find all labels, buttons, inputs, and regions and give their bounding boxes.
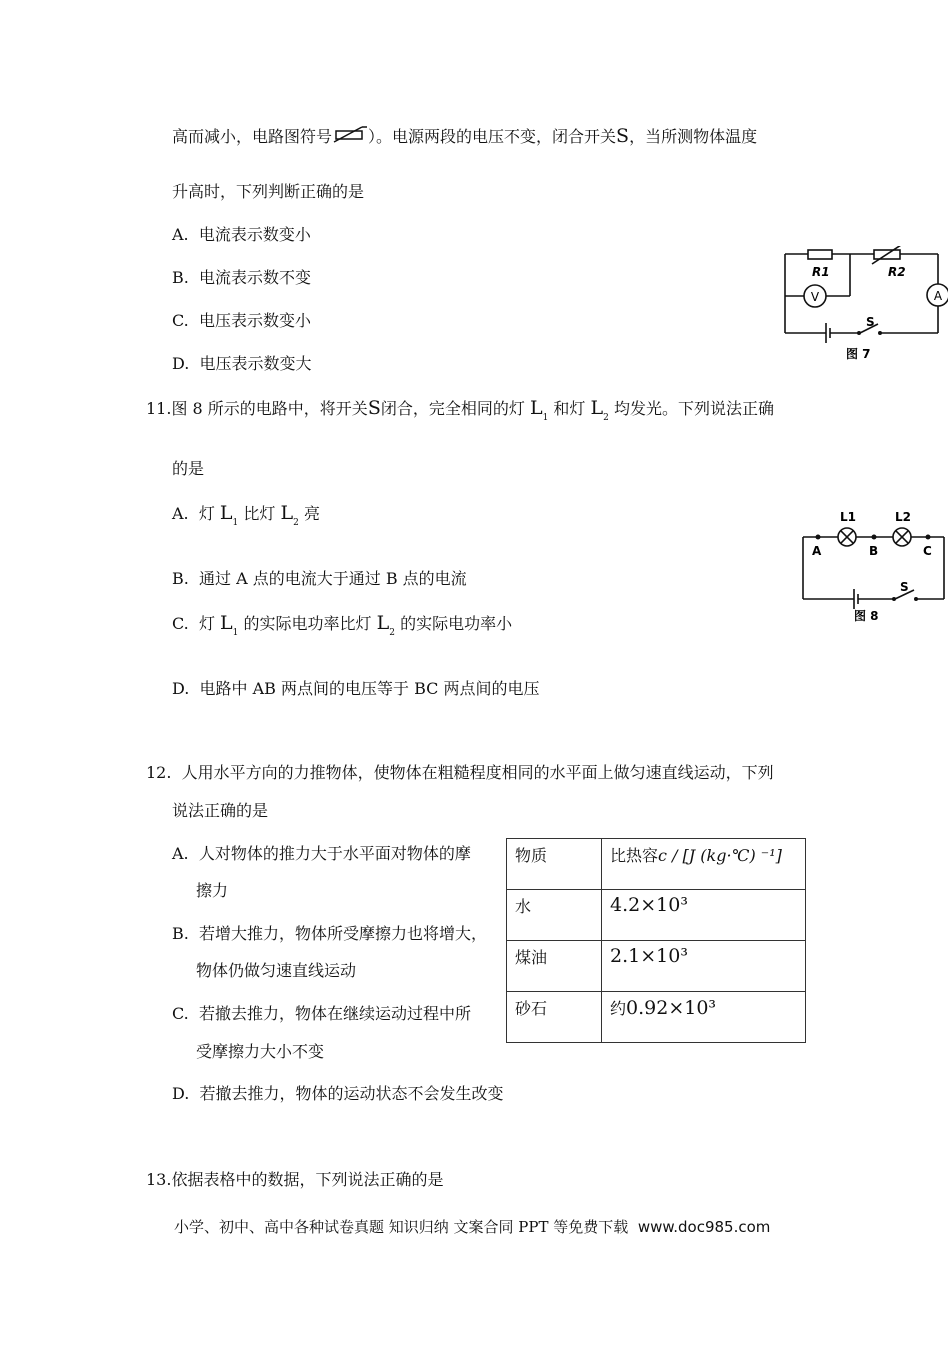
fig8-l1-label: L1 <box>840 510 856 524</box>
fig8-point-c-label: C <box>923 544 932 558</box>
table-cell-substance: 水 <box>507 890 602 941</box>
table-cell-substance: 煤油 <box>507 941 602 992</box>
option-text: 若撤去推力，物体在继续运动过程中所 <box>198 1004 471 1023</box>
q12-stem-line1 <box>146 763 774 783</box>
table-row <box>507 941 806 992</box>
table-cell-value <box>602 890 806 941</box>
option-text: 电压表示数变小 <box>198 311 311 330</box>
lamp1-subscript: 1 <box>232 628 239 638</box>
fig7-ammeter-label: A <box>933 289 943 303</box>
table-row <box>507 992 806 1043</box>
option-text: 电流表示数不变 <box>199 268 312 287</box>
option-text: 通过 A 点的电流大于通过 B 点的电流 <box>199 569 467 588</box>
lamp2-subscript: 2 <box>389 628 395 638</box>
table-cell-value <box>602 992 806 1043</box>
q10-stem-part-a: 高而减小，电路图符号 <box>172 127 333 146</box>
option-letter: B. <box>172 268 189 287</box>
option-text: 若撤去推力，物体的运动状态不会发生改变 <box>199 1084 504 1103</box>
q10-option-b <box>172 268 311 288</box>
header-unit: c / [J (kg·℃) ⁻¹] <box>658 846 782 865</box>
option-letter: C. <box>172 311 189 330</box>
q12-option-a-cont: 擦力 <box>196 881 229 900</box>
value-number: 0.92×10³ <box>626 997 717 1019</box>
option-text: 亮 <box>303 504 320 523</box>
option-text: 灯 <box>198 614 215 633</box>
option-letter: A. <box>172 225 189 244</box>
fig7-switch-label: S <box>866 315 875 329</box>
lamp2-symbol: L <box>280 502 294 524</box>
option-text: 人对物体的推力大于水平面对物体的摩 <box>198 844 471 863</box>
option-text: 比灯 <box>243 504 276 523</box>
q11-option-b <box>172 569 467 589</box>
footer-text: 小学、初中、高中各种试卷真题 知识归纳 文案合同 PPT 等免费下载 <box>174 1218 629 1236</box>
question-number: 12. <box>146 763 172 782</box>
q11-stem-part-c: 和灯 <box>553 399 586 418</box>
fig8-caption: 图 8 <box>854 609 879 623</box>
option-letter: D. <box>172 679 190 698</box>
q11-option-a <box>172 503 320 527</box>
option-letter: A. <box>172 844 189 863</box>
q11-option-c <box>172 613 512 637</box>
q12-option-b <box>172 924 487 944</box>
q12-option-c-cont: 受摩擦力大小不变 <box>196 1042 325 1061</box>
page-footer <box>174 1216 770 1237</box>
header-text: 比热容 <box>610 846 659 865</box>
q10-switch-label: S <box>616 125 630 147</box>
table-header-row <box>507 839 806 890</box>
table-row <box>507 890 806 941</box>
option-text: 电压表示数变大 <box>199 354 312 373</box>
fig7-caption: 图 7 <box>846 347 871 361</box>
question-number: 13. <box>146 1170 172 1189</box>
option-letter: B. <box>172 924 189 943</box>
q11-option-d <box>172 679 539 699</box>
q11-stem-part-b: 闭合，完全相同的灯 <box>380 399 525 418</box>
lamp1-symbol: L <box>529 397 543 419</box>
option-letter: D. <box>172 1084 190 1103</box>
q12-option-b-cont: 物体仍做匀速直线运动 <box>196 961 357 980</box>
option-letter: C. <box>172 1004 189 1023</box>
q11-switch-label: S <box>367 397 381 419</box>
footer-link[interactable]: www.doc985.com <box>637 1218 771 1236</box>
q12-option-c <box>172 1004 471 1024</box>
fig7-r2-label: R2 <box>888 265 906 279</box>
value-prefix: 约 <box>610 999 627 1018</box>
q10-option-d <box>172 354 312 374</box>
option-letter: B. <box>172 569 189 588</box>
thermistor-symbol-icon <box>332 126 368 149</box>
figure-8-circuit <box>798 504 948 630</box>
table-header-substance: 物质 <box>507 839 602 890</box>
q10-option-c <box>172 311 311 331</box>
lamp1-symbol: L <box>219 502 233 524</box>
q11-stem-line2: 的是 <box>172 459 205 478</box>
option-text: 灯 <box>198 504 215 523</box>
lamp2-symbol: L <box>590 397 604 419</box>
q11-stem-part-d: 均发光。下列说法正确 <box>613 399 774 418</box>
q10-stem-line1 <box>172 126 757 149</box>
question-number: 11. <box>146 399 172 418</box>
lamp1-subscript: 1 <box>232 518 239 528</box>
q11-stem-line1 <box>146 398 774 422</box>
value-number: 2.1×10³ <box>610 945 688 967</box>
fig8-point-a-label: A <box>812 544 822 558</box>
lamp1-symbol: L <box>220 612 233 634</box>
table-header-specific-heat <box>602 839 806 890</box>
value-number: 4.2×10³ <box>610 894 688 916</box>
q12-stem-line2: 说法正确的是 <box>172 801 269 820</box>
table-cell-substance: 砂石 <box>507 992 602 1043</box>
q10-stem-line2: 升高时，下列判断正确的是 <box>172 182 365 201</box>
lamp2-subscript: 2 <box>293 518 299 528</box>
option-text: 电流表示数变小 <box>198 225 311 244</box>
table-cell-value <box>602 941 806 992</box>
option-text: 的实际电功率比灯 <box>243 614 372 633</box>
q10-stem-part-b: ）。电源两段的电压不变，闭合开关 <box>368 127 617 146</box>
fig7-r1-label: R1 <box>812 265 830 279</box>
q13-stem-text: 依据表格中的数据，下列说法正确的是 <box>171 1170 444 1189</box>
option-text: 若增大推力，物体所受摩擦力也将增大， <box>199 924 488 943</box>
q12-option-d <box>172 1084 504 1104</box>
option-text: 电路中 AB 两点间的电压等于 BC 两点间的电压 <box>199 679 540 698</box>
fig8-switch-label: S <box>900 580 909 594</box>
q12-stem-text: 人用水平方向的力推物体，使物体在粗糙程度相同的水平面上做匀速直线运动，下列 <box>181 763 774 782</box>
fig8-l2-label: L2 <box>895 510 911 524</box>
q11-stem-part-a: 图 8 所示的电路中，将开关 <box>171 399 368 418</box>
q10-option-a <box>172 225 311 245</box>
lamp2-symbol: L <box>376 612 390 634</box>
option-letter: A. <box>172 504 189 523</box>
figure-7-circuit <box>780 246 948 368</box>
lamp1-subscript: 1 <box>542 413 549 423</box>
fig7-voltmeter-label: V <box>810 290 820 304</box>
fig8-point-b-label: B <box>869 544 879 558</box>
option-letter: D. <box>172 354 190 373</box>
specific-heat-table <box>506 838 806 1043</box>
lamp2-subscript: 2 <box>603 413 609 423</box>
q13-stem <box>146 1170 443 1190</box>
q12-option-a <box>172 844 471 864</box>
q10-stem-part-c: ，当所测物体温度 <box>629 127 758 146</box>
option-letter: C. <box>172 614 189 633</box>
option-text: 的实际电功率小 <box>400 614 513 633</box>
